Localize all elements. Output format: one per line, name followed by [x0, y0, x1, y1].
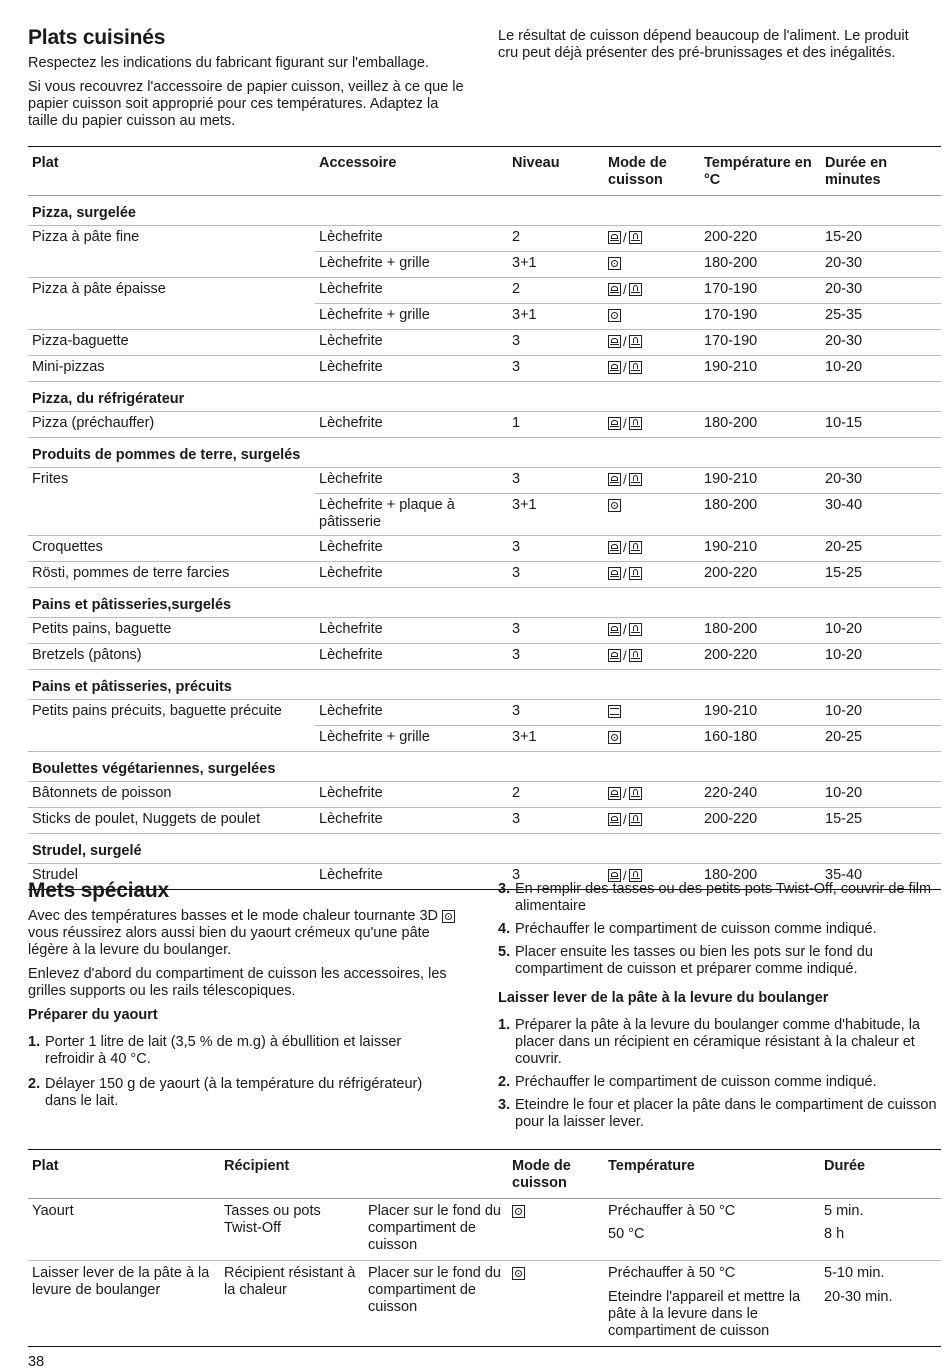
- cell-accessoire: Lèchefrite: [315, 808, 508, 834]
- mets-intro-text-b: vous réussirez alors aussi bien du yaourt crémeux qu'une pâte légère à la levure du boulanger.: [28, 925, 430, 958]
- mode-bottom-icon: [629, 361, 642, 374]
- mode-bottom-icon: [629, 813, 642, 826]
- duree-step-1: 5-10 min.: [824, 1265, 885, 1281]
- mode-bottom-icon: [629, 231, 642, 244]
- cell-temperature: 200-220: [700, 808, 821, 834]
- cell-temperature: 170-190: [700, 278, 821, 304]
- cell-plat: Sticks de poulet, Nuggets de poulet: [28, 808, 315, 834]
- cell-duree: 10-20: [821, 700, 941, 726]
- cell-accessoire: Lèchefrite: [315, 412, 508, 438]
- header-accessoire: Accessoire: [315, 147, 508, 196]
- temp-step-1: Préchauffer à 50 °C: [608, 1203, 736, 1219]
- cell-accessoire: Lèchefrite: [315, 618, 508, 644]
- intro-paragraph-3: Le résultat de cuisson dépend beaucoup de l'aliment. Le produit cru peut déjà présenter des pré-brunissages et des inégalités.: [498, 28, 909, 61]
- table-row: [28, 356, 941, 382]
- cell-accessoire: Lèchefrite: [315, 536, 508, 562]
- section-row: [28, 196, 941, 226]
- cell-plat: [28, 494, 315, 536]
- section-title-mets: Mets spéciaux: [28, 879, 169, 902]
- mets-intro-paragraph-2: Enlevez d'abord du compartiment de cuisson les accessoires, les grilles supports ou les rails télescopiques.: [28, 966, 447, 999]
- intro-paragraph-2: Si vous recouvrez l'accessoire de papier cuisson, veillez à ce que le papier cuisson soit approprié pour ces températures. Adaptez la taille du papier cuisson au mets.: [28, 79, 464, 129]
- cell-plat: Mini-pizzas: [28, 356, 315, 382]
- table-row: [28, 226, 941, 252]
- cell-duree: 15-20: [821, 226, 941, 252]
- plats-table: [28, 146, 941, 890]
- cell-placement: Placer sur le fond du compartiment de cuisson: [364, 1261, 508, 1347]
- mode-bottom-icon: [629, 283, 642, 296]
- list-item: [498, 1097, 938, 1131]
- cell-accessoire: Lèchefrite: [315, 782, 508, 808]
- cell-recipient: Tasses ou pots Twist-Off: [220, 1199, 364, 1261]
- cell-duree: [820, 1261, 941, 1347]
- table-header-row: [28, 147, 941, 196]
- cell-plat: Petits pains, baguette: [28, 618, 315, 644]
- cell-duree: 15-25: [821, 808, 941, 834]
- cell-duree: 20-25: [821, 726, 941, 752]
- table-row: [28, 252, 941, 278]
- mode-separator: /: [623, 622, 627, 637]
- cell-temperature: 180-200: [700, 252, 821, 278]
- cell-temperature: 180-200: [700, 618, 821, 644]
- cell-mode: [604, 252, 700, 278]
- list-item: [498, 1017, 938, 1068]
- plats-table-body: [28, 196, 941, 890]
- header-duree: Durée en minutes: [821, 147, 941, 196]
- cell-mode: [508, 1261, 604, 1347]
- section-heading: Pizza, surgelée: [28, 196, 941, 226]
- mets-table: [28, 1149, 941, 1347]
- mode-separator: /: [623, 472, 627, 487]
- header-plat: Plat: [28, 1150, 220, 1199]
- mets-intro-paragraph: [28, 908, 463, 959]
- table-row: [28, 536, 941, 562]
- step-text: Préchauffer le compartiment de cuisson comme indiqué.: [515, 921, 877, 937]
- cell-mode: [508, 1199, 604, 1261]
- header-temperature: Température en °C: [700, 147, 821, 196]
- mode-pizza-icon: [608, 417, 621, 430]
- table-row: [28, 468, 941, 494]
- mode-separator: /: [623, 786, 627, 801]
- table-row: [28, 562, 941, 588]
- cell-accessoire: Lèchefrite + grille: [315, 252, 508, 278]
- mode-separator: /: [623, 566, 627, 581]
- fan-3d-icon: [442, 910, 455, 923]
- list-item: [498, 1074, 938, 1091]
- list-item: [498, 921, 943, 938]
- cell-temperature: [604, 1199, 820, 1261]
- cell-plat: Bâtonnets de poisson: [28, 782, 315, 808]
- cell-plat: Frites: [32, 471, 69, 487]
- mode-separator: /: [623, 334, 627, 349]
- header-mode: Mode de cuisson: [604, 147, 700, 196]
- cell-mode: [604, 726, 700, 752]
- cell-plat: Pizza à pâte épaisse: [32, 281, 166, 297]
- table-row: [28, 644, 941, 670]
- header-recipient: Récipient: [220, 1150, 508, 1199]
- cell-mode: [604, 226, 700, 252]
- cell-plat: [28, 304, 315, 330]
- cell-temperature: 180-200: [700, 412, 821, 438]
- cell-duree: 35-40: [821, 864, 941, 890]
- cell-niveau: 3: [508, 808, 604, 834]
- cell-duree: 10-20: [821, 356, 941, 382]
- cell-mode: [604, 782, 700, 808]
- table-row: [28, 494, 941, 536]
- cell-accessoire: Lèchefrite: [315, 330, 508, 356]
- table-row: [28, 1261, 941, 1347]
- list-item: [498, 944, 943, 978]
- list-item: [28, 1076, 453, 1110]
- mode-pizza-icon: [608, 649, 621, 662]
- cell-accessoire: Lèchefrite: [315, 562, 508, 588]
- cell-temperature: 190-210: [700, 536, 821, 562]
- cell-accessoire: Lèchefrite + plaque à pâtisserie: [315, 494, 508, 536]
- cell-mode: [604, 412, 700, 438]
- cell-accessoire: Lèchefrite + grille: [315, 304, 508, 330]
- cell-accessoire: Lèchefrite: [315, 700, 508, 726]
- cell-temperature: 180-200: [700, 494, 821, 536]
- mode-separator: /: [623, 416, 627, 431]
- table-row: [28, 726, 941, 752]
- temp-step-1: Préchauffer à 50 °C: [608, 1265, 736, 1281]
- section-row: [28, 438, 941, 468]
- cell-niveau: 3+1: [508, 304, 604, 330]
- table-header-row: [28, 1150, 941, 1199]
- section-heading: Pizza, du réfrigérateur: [28, 382, 941, 412]
- cell-temperature: 170-190: [700, 304, 821, 330]
- section-heading: Boulettes végétariennes, surgelées: [28, 752, 941, 782]
- cell-niveau: 3: [508, 536, 604, 562]
- cell-temperature: 200-220: [700, 562, 821, 588]
- pate-subheading: Laisser lever de la pâte à la levure du boulanger: [498, 990, 829, 1006]
- cell-duree: 20-30: [821, 278, 941, 304]
- cell-duree: 10-20: [821, 644, 941, 670]
- cell-plat: Pizza-baguette: [28, 330, 315, 356]
- duree-step-1: 5 min.: [824, 1203, 864, 1219]
- step-number: 5.: [498, 944, 511, 960]
- yaourt-steps-right: [498, 881, 943, 984]
- cell-temperature: 180-200: [700, 864, 821, 890]
- cell-accessoire: Lèchefrite + grille: [315, 726, 508, 752]
- step-text: Préparer la pâte à la levure du boulanger comme d'habitude, la placer dans un récipient en céramique résistant à la chaleur et couvrir.: [515, 1017, 920, 1067]
- mode-pizza-icon: [608, 361, 621, 374]
- cell-duree: 20-30: [821, 252, 941, 278]
- mode-fan-icon: [608, 257, 621, 270]
- cell-accessoire: Lèchefrite: [315, 864, 508, 890]
- cell-niveau: 3: [508, 700, 604, 726]
- cell-temperature: 190-210: [700, 356, 821, 382]
- cell-duree: 10-20: [821, 782, 941, 808]
- cell-mode: [604, 700, 700, 726]
- mode-separator: /: [623, 812, 627, 827]
- list-item: [498, 881, 943, 915]
- mode-fan-icon: [608, 309, 621, 322]
- step-text: Porter 1 litre de lait (3,5 % de m.g) à ébullition et laisser refroidir à 40 °C.: [45, 1034, 402, 1067]
- step-number: 1.: [498, 1017, 511, 1033]
- cell-mode: [604, 330, 700, 356]
- pate-steps: [498, 1017, 938, 1137]
- cell-duree: 10-15: [821, 412, 941, 438]
- mode-pizza-icon: [608, 473, 621, 486]
- table-row: [28, 278, 941, 304]
- cell-niveau: 3: [508, 468, 604, 494]
- cell-accessoire: Lèchefrite: [315, 468, 508, 494]
- cell-duree: 15-25: [821, 562, 941, 588]
- cell-niveau: 3: [508, 330, 604, 356]
- mode-pizza-icon: [608, 283, 621, 296]
- mode-pizza-icon: [608, 787, 621, 800]
- section-row: [28, 834, 941, 864]
- cell-niveau: 3: [508, 562, 604, 588]
- cell-mode: [604, 562, 700, 588]
- step-text: Placer ensuite les tasses ou bien les pots sur le fond du compartiment de cuisson et préparer comme indiqué.: [515, 944, 873, 977]
- mode-bottom-icon: [629, 787, 642, 800]
- cell-accessoire: Lèchefrite: [315, 278, 508, 304]
- table-row: [28, 1199, 941, 1261]
- cell-temperature: 220-240: [700, 782, 821, 808]
- intro-paragraph-1: Respectez les indications du fabricant figurant sur l'emballage.: [28, 55, 429, 71]
- cell-plat: Strudel: [28, 864, 315, 890]
- cell-plat: Pizza (préchauffer): [28, 412, 315, 438]
- mode-bottom-icon: [629, 473, 642, 486]
- cell-niveau: 2: [508, 226, 604, 252]
- cell-duree: 25-35: [821, 304, 941, 330]
- cell-mode: [604, 304, 700, 330]
- step-number: 3.: [498, 881, 511, 897]
- mode-separator: /: [623, 360, 627, 375]
- section-heading: Pains et pâtisseries,surgelés: [28, 588, 941, 618]
- step-number: 1.: [28, 1034, 41, 1050]
- cell-temperature: [604, 1261, 820, 1347]
- cell-niveau: 3: [508, 864, 604, 890]
- cell-plat: Rösti, pommes de terre farcies: [28, 562, 315, 588]
- table-row: [28, 304, 941, 330]
- cell-plat: Pizza à pâte fine: [32, 229, 140, 245]
- mets-intro-text-a: Avec des températures basses et le mode chaleur tournante 3D: [28, 908, 438, 924]
- cell-mode: [604, 278, 700, 304]
- mode-separator: /: [623, 540, 627, 555]
- fan-3d-icon: [512, 1267, 525, 1280]
- cell-plat: [28, 726, 315, 752]
- cell-niveau: 3+1: [508, 494, 604, 536]
- step-text: Eteindre le four et placer la pâte dans le compartiment de cuisson pour la laisser lever.: [515, 1097, 937, 1130]
- table-row: [28, 330, 941, 356]
- step-text: En remplir des tasses ou des petits pots Twist-Off, couvrir de film alimentaire: [515, 881, 932, 914]
- header-duree: Durée: [820, 1150, 941, 1199]
- fan-3d-icon: [512, 1205, 525, 1218]
- mode-bottom-icon: [629, 417, 642, 430]
- cell-temperature: 160-180: [700, 726, 821, 752]
- mode-fan-icon: [608, 499, 621, 512]
- cell-mode: [604, 468, 700, 494]
- header-plat: Plat: [28, 147, 315, 196]
- cell-duree: [820, 1199, 941, 1261]
- table-row: [28, 808, 941, 834]
- cell-niveau: 3+1: [508, 252, 604, 278]
- cell-niveau: 3+1: [508, 726, 604, 752]
- cell-temperature: 190-210: [700, 468, 821, 494]
- mode-bottom-icon: [629, 335, 642, 348]
- cell-mode: [604, 536, 700, 562]
- table-row: [28, 782, 941, 808]
- cell-duree: 20-25: [821, 536, 941, 562]
- mode-bottom-icon: [629, 649, 642, 662]
- cell-plat: Petits pains précuits, baguette précuite: [32, 703, 282, 719]
- mode-pizza-icon: [608, 813, 621, 826]
- yaourt-subheading: Préparer du yaourt: [28, 1007, 158, 1023]
- mode-top-icon: [608, 705, 621, 718]
- mode-separator: /: [623, 230, 627, 245]
- table-row: [28, 412, 941, 438]
- cell-plat: Yaourt: [28, 1199, 220, 1261]
- cell-mode: [604, 808, 700, 834]
- list-item: [28, 1034, 453, 1068]
- section-heading: Strudel, surgelé: [28, 834, 941, 864]
- cell-mode: [604, 494, 700, 536]
- header-temperature: Température: [604, 1150, 820, 1199]
- cell-plat: Bretzels (pâtons): [28, 644, 315, 670]
- section-row: [28, 382, 941, 412]
- cell-temperature: 200-220: [700, 644, 821, 670]
- mode-bottom-icon: [629, 541, 642, 554]
- header-niveau: Niveau: [508, 147, 604, 196]
- cell-niveau: 2: [508, 278, 604, 304]
- section-row: [28, 670, 941, 700]
- step-number: 2.: [28, 1076, 41, 1092]
- table-row: [28, 700, 941, 726]
- section-row: [28, 752, 941, 782]
- cell-plat: Laisser lever de la pâte à la levure de boulanger: [28, 1261, 220, 1347]
- cell-duree: 30-40: [821, 494, 941, 536]
- step-text: Préchauffer le compartiment de cuisson comme indiqué.: [515, 1074, 877, 1090]
- table-row: [28, 618, 941, 644]
- step-number: 4.: [498, 921, 511, 937]
- duree-step-2: 20-30 min.: [824, 1289, 893, 1305]
- cell-accessoire: Lèchefrite: [315, 356, 508, 382]
- duree-step-2: 8 h: [824, 1226, 845, 1242]
- header-mode: Mode de cuisson: [508, 1150, 604, 1199]
- mode-pizza-icon: [608, 541, 621, 554]
- cell-temperature: 200-220: [700, 226, 821, 252]
- cell-recipient: Récipient résistant à la chaleur: [220, 1261, 364, 1347]
- cell-accessoire: Lèchefrite: [315, 644, 508, 670]
- cell-duree: 20-30: [821, 330, 941, 356]
- mode-fan-icon: [608, 731, 621, 744]
- step-number: 2.: [498, 1074, 511, 1090]
- mode-bottom-icon: [629, 567, 642, 580]
- section-heading: Produits de pommes de terre, surgelés: [28, 438, 941, 468]
- cell-niveau: 2: [508, 782, 604, 808]
- mode-pizza-icon: [608, 231, 621, 244]
- cell-duree: 20-30: [821, 468, 941, 494]
- cell-temperature: 170-190: [700, 330, 821, 356]
- step-number: 3.: [498, 1097, 511, 1113]
- cell-temperature: 190-210: [700, 700, 821, 726]
- cell-placement: Placer sur le fond du compartiment de cuisson: [364, 1199, 508, 1261]
- temp-step-2: 50 °C: [608, 1226, 645, 1242]
- section-row: [28, 588, 941, 618]
- cell-mode: [604, 356, 700, 382]
- section-heading: Pains et pâtisseries, précuits: [28, 670, 941, 700]
- mode-separator: /: [623, 868, 627, 883]
- mode-separator: /: [623, 648, 627, 663]
- cell-plat: [28, 252, 315, 278]
- mode-pizza-icon: [608, 567, 621, 580]
- cell-mode: [604, 618, 700, 644]
- cell-accessoire: Lèchefrite: [315, 226, 508, 252]
- cell-niveau: 1: [508, 412, 604, 438]
- cell-niveau: 3: [508, 618, 604, 644]
- step-text: Délayer 150 g de yaourt (à la température du réfrigérateur) dans le lait.: [45, 1076, 423, 1109]
- cell-niveau: 3: [508, 356, 604, 382]
- mode-pizza-icon: [608, 623, 621, 636]
- mode-bottom-icon: [629, 623, 642, 636]
- cell-duree: 10-20: [821, 618, 941, 644]
- mode-pizza-icon: [608, 335, 621, 348]
- section-title-plats: Plats cuisinés: [28, 26, 166, 49]
- cell-niveau: 3: [508, 644, 604, 670]
- page-number: 38: [28, 1354, 45, 1370]
- mode-separator: /: [623, 282, 627, 297]
- temp-step-2: Eteindre l'appareil et mettre la pâte à la levure dans le compartiment de cuisson: [608, 1289, 801, 1339]
- cell-mode: [604, 644, 700, 670]
- cell-plat: Croquettes: [28, 536, 315, 562]
- yaourt-steps-left: [28, 1034, 453, 1116]
